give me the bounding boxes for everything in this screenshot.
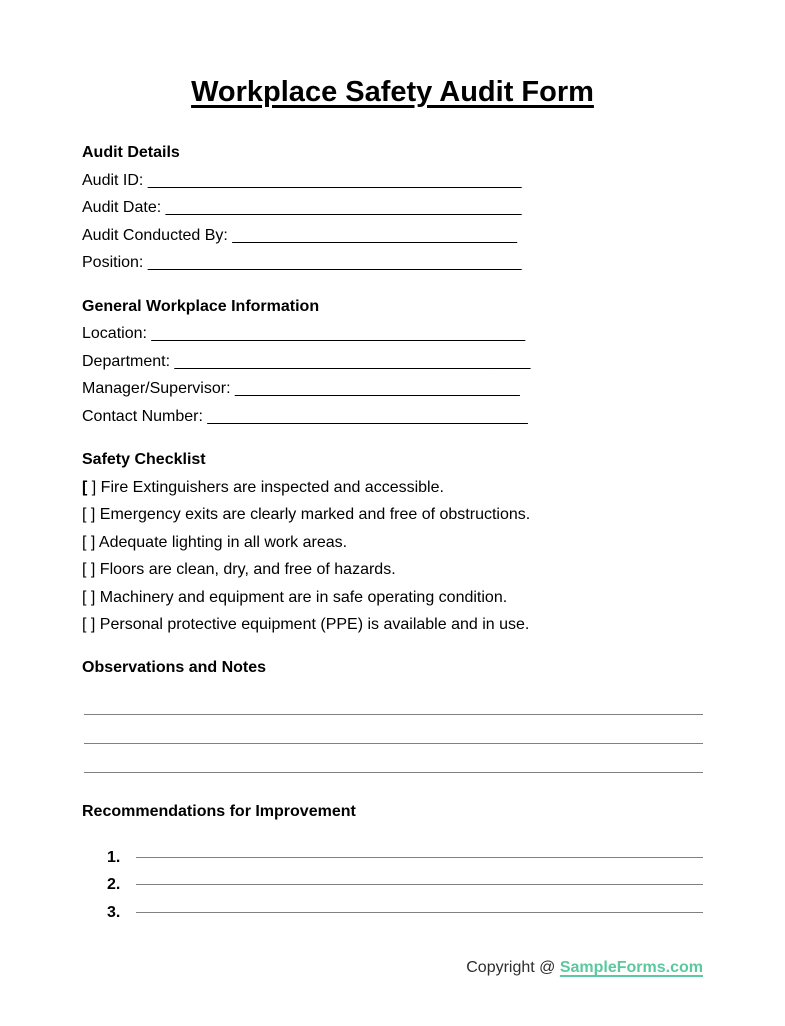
field-blank-line: __________________________________________ <box>147 171 522 189</box>
recommendation-row-2 <box>82 871 703 899</box>
field-label: Audit ID: <box>82 171 148 189</box>
field-label: Audit Conducted By: <box>82 226 233 244</box>
footer <box>82 956 703 980</box>
field-label: Audit Date: <box>82 199 166 216</box>
field-audit-id <box>82 167 703 195</box>
field-audit-conducted-by <box>82 222 703 250</box>
sampleforms-link[interactable]: SampleForms.com <box>559 959 703 976</box>
page-title: Workplace Safety Audit Form <box>191 76 594 108</box>
field-label: Contact Number: <box>82 407 208 425</box>
field-blank-line: ________________________________ <box>234 380 520 397</box>
checkbox-bracket: [ <box>82 588 87 606</box>
checklist-item-fire-extinguishers <box>82 474 703 502</box>
list-number: 3. <box>107 903 121 921</box>
checklist-item-floors-clean <box>82 556 703 584</box>
field-audit-date <box>82 194 703 222</box>
field-label: Location: <box>82 325 152 342</box>
safety-checklist-heading: Safety Checklist <box>82 451 206 468</box>
checklist-item-text: ] Machinery and equipment are in safe operating condition. <box>86 588 508 606</box>
checklist-item-machinery-safe <box>82 584 703 612</box>
checkbox-bracket: [ <box>82 478 88 496</box>
field-department <box>82 348 703 376</box>
field-position <box>82 249 703 277</box>
field-location <box>82 320 703 348</box>
field-manager-supervisor <box>82 375 703 403</box>
recommendations-heading: Recommendations for Improvement <box>82 803 356 820</box>
list-number: 2. <box>107 876 121 893</box>
checklist-item-text: ] Emergency exits are clearly marked and free of obstructions. <box>86 506 531 523</box>
checklist-item-emergency-exits <box>82 501 703 529</box>
checklist-item-text: ] Adequate lighting in all work areas. <box>86 533 348 551</box>
copyright-text: Copyright @ <box>466 959 560 976</box>
observations-heading: Observations and Notes <box>82 658 267 676</box>
recommendation-row-3 <box>82 899 703 927</box>
ruled-line <box>136 912 703 913</box>
checklist-item-text: ] Fire Extinguishers are inspected and accessible. <box>87 478 444 496</box>
field-blank-line: ________________________________________ <box>165 199 522 216</box>
field-contact-number <box>82 403 703 431</box>
checkbox-bracket: [ <box>82 533 87 551</box>
checklist-item-adequate-lighting <box>82 529 703 557</box>
recommendation-row-1 <box>82 844 703 872</box>
ruled-line <box>84 744 703 773</box>
checklist-item-text: ] Personal protective equipment (PPE) is available and in use. <box>86 616 530 633</box>
audit-details-heading: Audit Details <box>82 144 180 161</box>
field-blank-line: __________________________________________ <box>151 325 526 342</box>
ruled-line <box>136 884 703 885</box>
ruled-line <box>84 686 703 715</box>
general-info-heading: General Workplace Information <box>82 297 320 315</box>
field-blank-line: ________________________________ <box>232 226 518 244</box>
ruled-line <box>136 857 703 858</box>
checkbox-bracket: [ <box>82 561 87 578</box>
checkbox-bracket: [ <box>82 506 87 523</box>
checklist-item-ppe-available <box>82 611 703 639</box>
field-label: Department: <box>82 352 175 370</box>
checklist-item-text: ] Floors are clean, dry, and free of hazards. <box>86 561 396 578</box>
field-blank-line: ________________________________________ <box>174 352 531 370</box>
field-label: Position: <box>82 254 148 271</box>
ruled-line <box>84 715 703 744</box>
list-number: 1. <box>107 848 121 866</box>
field-blank-line: ____________________________________ <box>207 407 528 425</box>
checkbox-bracket: [ <box>82 616 87 633</box>
field-label: Manager/Supervisor: <box>82 380 235 397</box>
field-blank-line: __________________________________________ <box>147 254 522 271</box>
